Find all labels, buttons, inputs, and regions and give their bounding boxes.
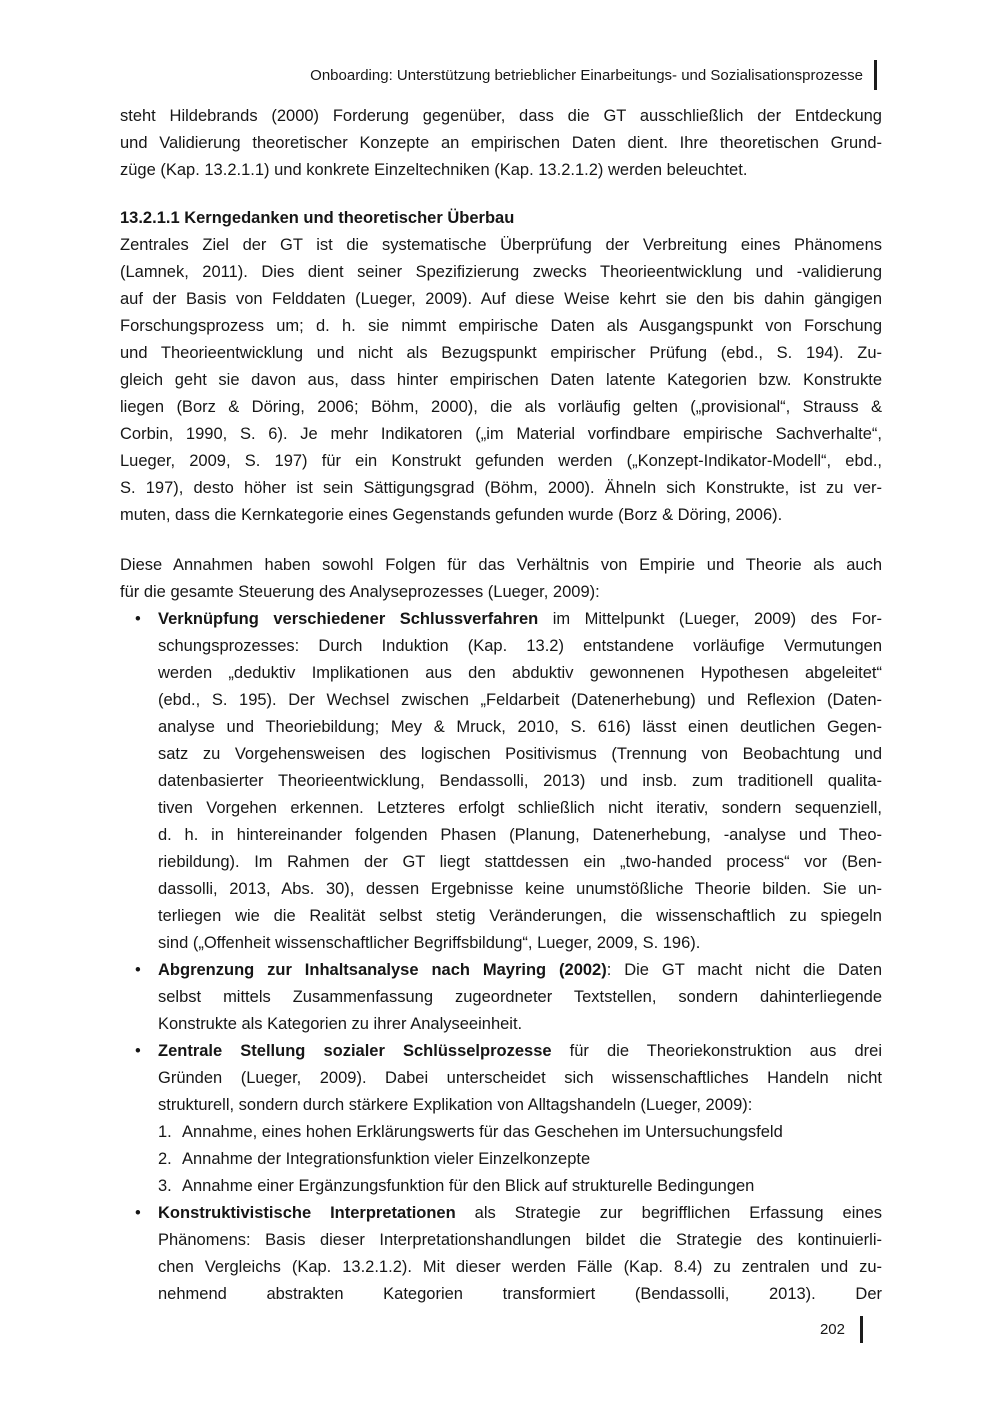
text-lines [158,1200,882,1308]
footer-rule [860,1316,863,1343]
text-lines [158,957,882,1038]
bold-text: Konstruktivistische Interpretationen [158,1204,456,1222]
section-heading [120,205,882,232]
numbered-item-3 [120,1173,882,1200]
text-line: schungsprozesses: Durch Induktion (Kap. 13.2) entstandene vorläufige Vermutungen [158,637,882,655]
text-line: Zentrales Ziel der GT ist die systematische Überprüfung der Verbreitung eines Phänomens [120,236,882,254]
text-line: analyse und Theoriebildung; Mey & Mruck, 2010, S. 616) lässt einen deutlichen Gegen- [158,718,882,736]
list-number: 2. [158,1150,172,1168]
header-rule [874,60,877,90]
bullet-item-abgrenzung [120,957,882,1038]
text-lines [120,103,882,184]
bold-text: Zentrale Stellung sozialer Schlüsselprozesse [158,1042,552,1060]
text-line: selbst mittels Zusammenfassung zugeordneter Textstellen, sondern dahinterliegende [158,988,882,1006]
text-line: Annahme der Integrationsfunktion vieler Einzelkonzepte [182,1150,591,1168]
text-lines [182,1146,882,1173]
text-line: Zentrale Stellung sozialer Schlüsselprozesse für die Theoriekonstruktion aus drei [158,1042,883,1060]
page-footer [820,1316,863,1343]
text-line: Forschungsprozess um; d. h. sie nimmt empirische Daten als Ausgangspunkt von Forschung [120,317,882,335]
bullet-marker-icon: • [135,961,141,979]
bullet-marker-icon: • [135,1042,141,1060]
text-line: strukturell, sondern durch stärkere Explikation von Alltagshandeln (Lueger, 2009): [158,1096,753,1114]
text-line: riebildung). Im Rahmen der GT liegt stattdessen ein „two-handed process“ vor (Ben- [158,853,882,871]
bullet-item-schluesselprozesse [120,1038,882,1119]
running-header [310,60,877,90]
text-line: Annahme einer Ergänzungsfunktion für den Blick auf strukturelle Bedingungen [182,1177,755,1195]
text-line: Annahme, eines hohen Erklärungswerts für das Geschehen im Untersuchungsfeld [182,1123,783,1141]
text-line: (ebd., S. 195). Der Wechsel zwischen „Feldarbeit (Datenerhebung) und Reflexion (Daten- [158,691,882,709]
text-line: auf der Basis von Felddaten (Lueger, 2009). Auf diese Weise kehrt sie den bis dahin gängigen [120,290,882,308]
implications-paragraph [120,552,882,606]
text-line: Konstrukte als Kategorien zu ihrer Analyseeinheit. [158,1015,523,1033]
bullet-item-schlussverfahren [120,606,882,957]
paragraph-spacer [120,529,882,552]
bullet-marker-icon: • [135,610,141,628]
text-line: 13.2.1.1 Kerngedanken und theoretischer Überbau [120,209,515,227]
text-line: liegen (Borz & Döring, 2006; Böhm, 2000), die als vorläufig gelten („provisional“, Strauss & [120,398,882,416]
text-line: züge (Kap. 13.2.1.1) und konkrete Einzeltechniken (Kap. 13.2.1.2) werden beleuchtet. [120,161,748,179]
text-lines [182,1173,882,1200]
text-line: Lueger, 2009, S. 197) für ein Konstrukt gefunden werden („Konzept-Indikator-Modell“, ebd., [120,452,882,470]
text-lines [120,552,882,606]
text-line: chen Vergleichs (Kap. 13.2.1.2). Mit dieser werden Fälle (Kap. 8.4) zu zentralen und zu- [158,1258,882,1276]
text-line: Corbin, 1990, S. 6). Je mehr Indikatoren („im Material vorfindbare empirische Sachverhalte“, [120,425,882,443]
bullet-marker-icon: • [135,1204,141,1222]
text-line: terliegen wie die Realität selbst stetig Veränderungen, die wissenschaftlich zu spiegeln [158,907,882,925]
text-line: steht Hildebrands (2000) Forderung gegenüber, dass die GT ausschließlich der Entdeckung [120,107,882,125]
text-lines [120,205,882,232]
text-line: Phänomens: Basis dieser Interpretationshandlungen bildet die Strategie des kontinuierli- [158,1231,882,1249]
page-number: 202 [819,1321,845,1338]
text-lines [182,1119,882,1146]
text-line: Abgrenzung zur Inhaltsanalyse nach Mayring (2002): Die GT macht nicht die Daten [158,961,882,979]
text-line: sind („Offenheit wissenschaftlicher Begriffsbildung“, Lueger, 2009, S. 196). [158,934,701,952]
text-line: und Theorieentwicklung und nicht als Bezugspunkt empirischer Prüfung (ebd., S. 194). Zu- [120,344,882,362]
text-line: gleich geht sie davon aus, dass hinter empirischen Daten latente Kategorien bzw. Konstrukte [120,371,882,389]
intro-paragraph [120,103,882,184]
numbered-item-2 [120,1146,882,1173]
text-line: Gründen (Lueger, 2009). Dabei unterscheidet sich wissenschaftliches Handeln nicht [158,1069,882,1087]
text-line: S. 197), desto höher ist sein Sättigungsgrad (Böhm, 2000). Ähneln sich Konstrukte, ist zu ver- [120,479,882,497]
running-header-title: Onboarding: Unterstützung betrieblicher Einarbeitungs- und Sozialisationsprozesse [310,66,863,84]
text-lines [158,606,882,957]
list-number: 3. [158,1177,172,1195]
text-line: satz zu Vorgehensweisen des logischen Positivismus (Trennung von Beobachtung und [158,745,882,763]
core-ideas-paragraph [120,232,882,529]
text-line: (Lamnek, 2011). Dies dient seiner Spezifizierung zwecks Theorieentwicklung und -validierung [120,263,882,281]
text-line: werden „deduktiv Implikationen aus den abduktiv gewonnenen Hypothesen abgeleitet“ [158,664,882,682]
text-line: tiven Vorgehen erkennen. Letzteres erfolgt schließlich nicht iterativ, sondern sequenziell, [158,799,882,817]
text-line: für die gesamte Steuerung des Analyseprozesses (Lueger, 2009): [120,583,600,601]
text-line: muten, dass die Kernkategorie eines Gegenstands gefunden wurde (Borz & Döring, 2006). [120,506,783,524]
numbered-item-1 [120,1119,882,1146]
bold-text: Abgrenzung zur Inhaltsanalyse nach Mayring (2002) [158,961,607,979]
text-line: Konstruktivistische Interpretationen als Strategie zur begrifflichen Erfassung eines [158,1204,882,1222]
text-line: Diese Annahmen haben sowohl Folgen für das Verhältnis von Empirie und Theorie als auch [120,556,882,574]
text-line: nehmend abstrakten Kategorien transformiert (Bendassolli, 2013). Der [158,1285,882,1303]
text-lines [120,232,882,529]
paragraph-spacer [120,184,882,205]
bullet-item-interpretationen [120,1200,882,1308]
text-line: Verknüpfung verschiedener Schlussverfahren im Mittelpunkt (Lueger, 2009) des For- [158,610,882,628]
list-number: 1. [158,1123,172,1141]
text-line: d. h. in hintereinander folgenden Phasen (Planung, Datenerhebung, -analyse und Theo- [158,826,882,844]
text-line: datenbasierter Theorieentwicklung, Bendassolli, 2013) und insb. zum traditionell qualita- [158,772,882,790]
text-line: dassolli, 2013, Abs. 30), dessen Ergebnisse keine unumstößliche Theorie bilden. Sie un- [158,880,882,898]
document-body [120,103,882,1308]
text-line: und Validierung theoretischer Konzepte an empirischen Daten dient. Ihre theoretischen Grund- [120,134,882,152]
text-lines [158,1038,882,1119]
bold-text: Verknüpfung verschiedener Schlussverfahren [158,610,539,628]
